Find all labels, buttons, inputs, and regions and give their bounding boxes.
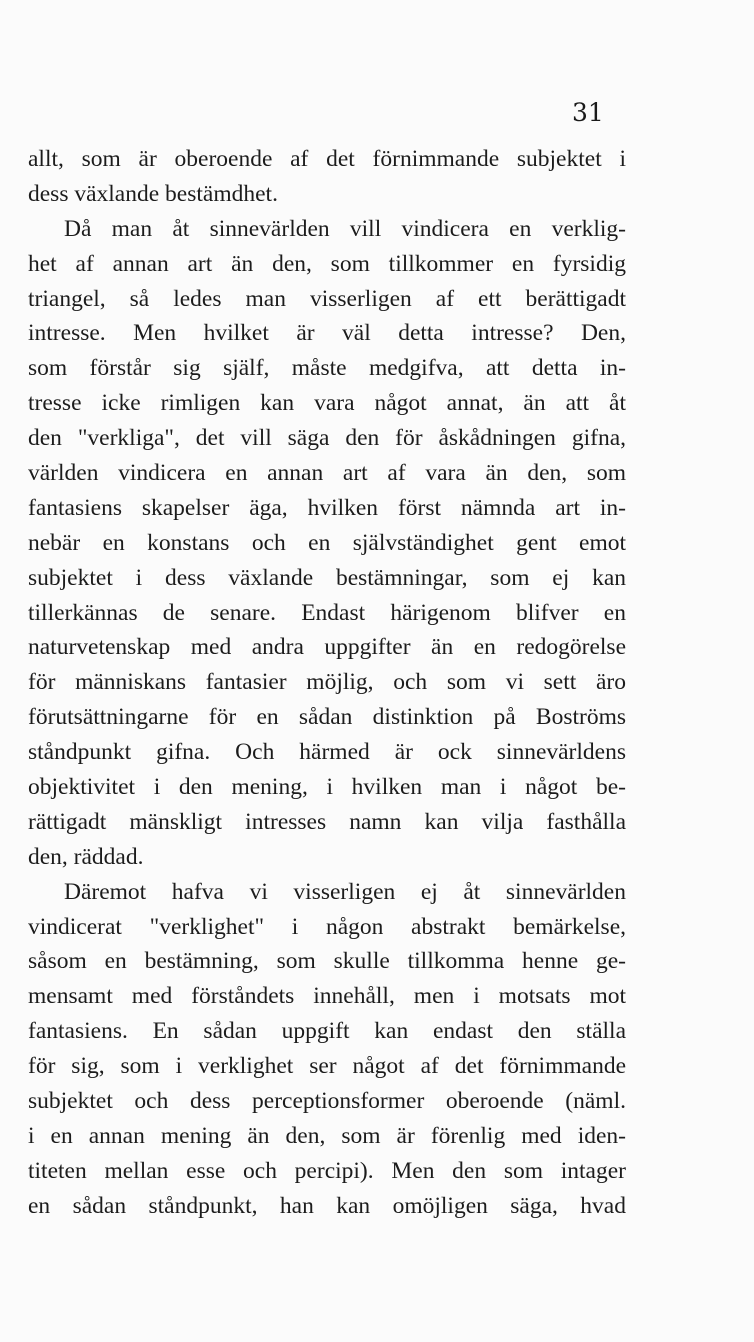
text-line: Då man åt sinnevärlden vill vindicera en verklig-: [64, 215, 626, 242]
text-line: intresse. Men hvilket är väl detta intresse? Den,: [28, 320, 626, 347]
text-line: i en annan mening än den, som är förenlig med iden-: [28, 1122, 626, 1149]
body-text: [28, 142, 626, 1224]
text-line: nebär en konstans och en självständighet gent emot: [28, 529, 626, 556]
text-line: het af annan art än den, som tillkommer en fyrsidig: [28, 250, 626, 277]
text-line: subjektet och dess perceptionsformer oberoende (näml.: [28, 1088, 626, 1115]
text-line: vindicerat "verklighet" i någon abstrakt bemärkelse,: [28, 913, 626, 940]
text-line: ståndpunkt gifna. Och härmed är ock sinnevärldens: [28, 739, 626, 766]
text-line: den "verkliga", det vill säga den för åskådningen gifna,: [28, 425, 626, 452]
text-line: fantasiens. En sådan uppgift kan endast den ställa: [28, 1018, 626, 1045]
text-line: dess växlande bestämdhet.: [28, 180, 278, 207]
text-line: subjektet i dess växlande bestämningar, som ej kan: [28, 564, 626, 591]
text-line: förutsättningarne för en sådan distinktion på Boströms: [28, 704, 626, 731]
text-line: tresse icke rimligen kan vara något annat, än att åt: [28, 390, 626, 417]
text-line: den, räddad.: [28, 843, 144, 870]
text-line: tillerkännas de senare. Endast härigenom blifver en: [28, 599, 626, 626]
text-line: mensamt med förståndets innehåll, men i motsats mot: [28, 983, 626, 1010]
text-line: såsom en bestämning, som skulle tillkomma henne ge-: [28, 948, 626, 975]
page-number: 31: [572, 98, 604, 127]
text-line: fantasiens skapelser äga, hvilken först nämnda art in-: [28, 494, 626, 521]
text-line: för sig, som i verklighet ser något af det förnimmande: [28, 1053, 626, 1080]
text-line: allt, som är oberoende af det förnimmande subjektet i: [28, 146, 626, 172]
text-line: naturvetenskap med andra uppgifter än en redogörelse: [28, 634, 626, 661]
text-line: objektivitet i den mening, i hvilken man i något be-: [28, 774, 626, 801]
text-line: en sådan ståndpunkt, han kan omöjligen säga, hvad: [28, 1192, 626, 1219]
text-line: för människans fantasier möjlig, och som vi sett äro: [28, 669, 626, 696]
text-line: triangel, så ledes man visserligen af ett berättigadt: [28, 285, 626, 312]
text-line: rättigadt mänskligt intresses namn kan vilja fasthålla: [28, 808, 626, 835]
text-line: som förstår sig själf, måste medgifva, att detta in-: [28, 355, 626, 382]
text-line: Däremot hafva vi visserligen ej åt sinnevärlden: [64, 878, 626, 905]
text-line: titeten mellan esse och percipi). Men den som intager: [28, 1157, 626, 1184]
text-line: världen vindicera en annan art af vara än den, som: [28, 460, 626, 487]
